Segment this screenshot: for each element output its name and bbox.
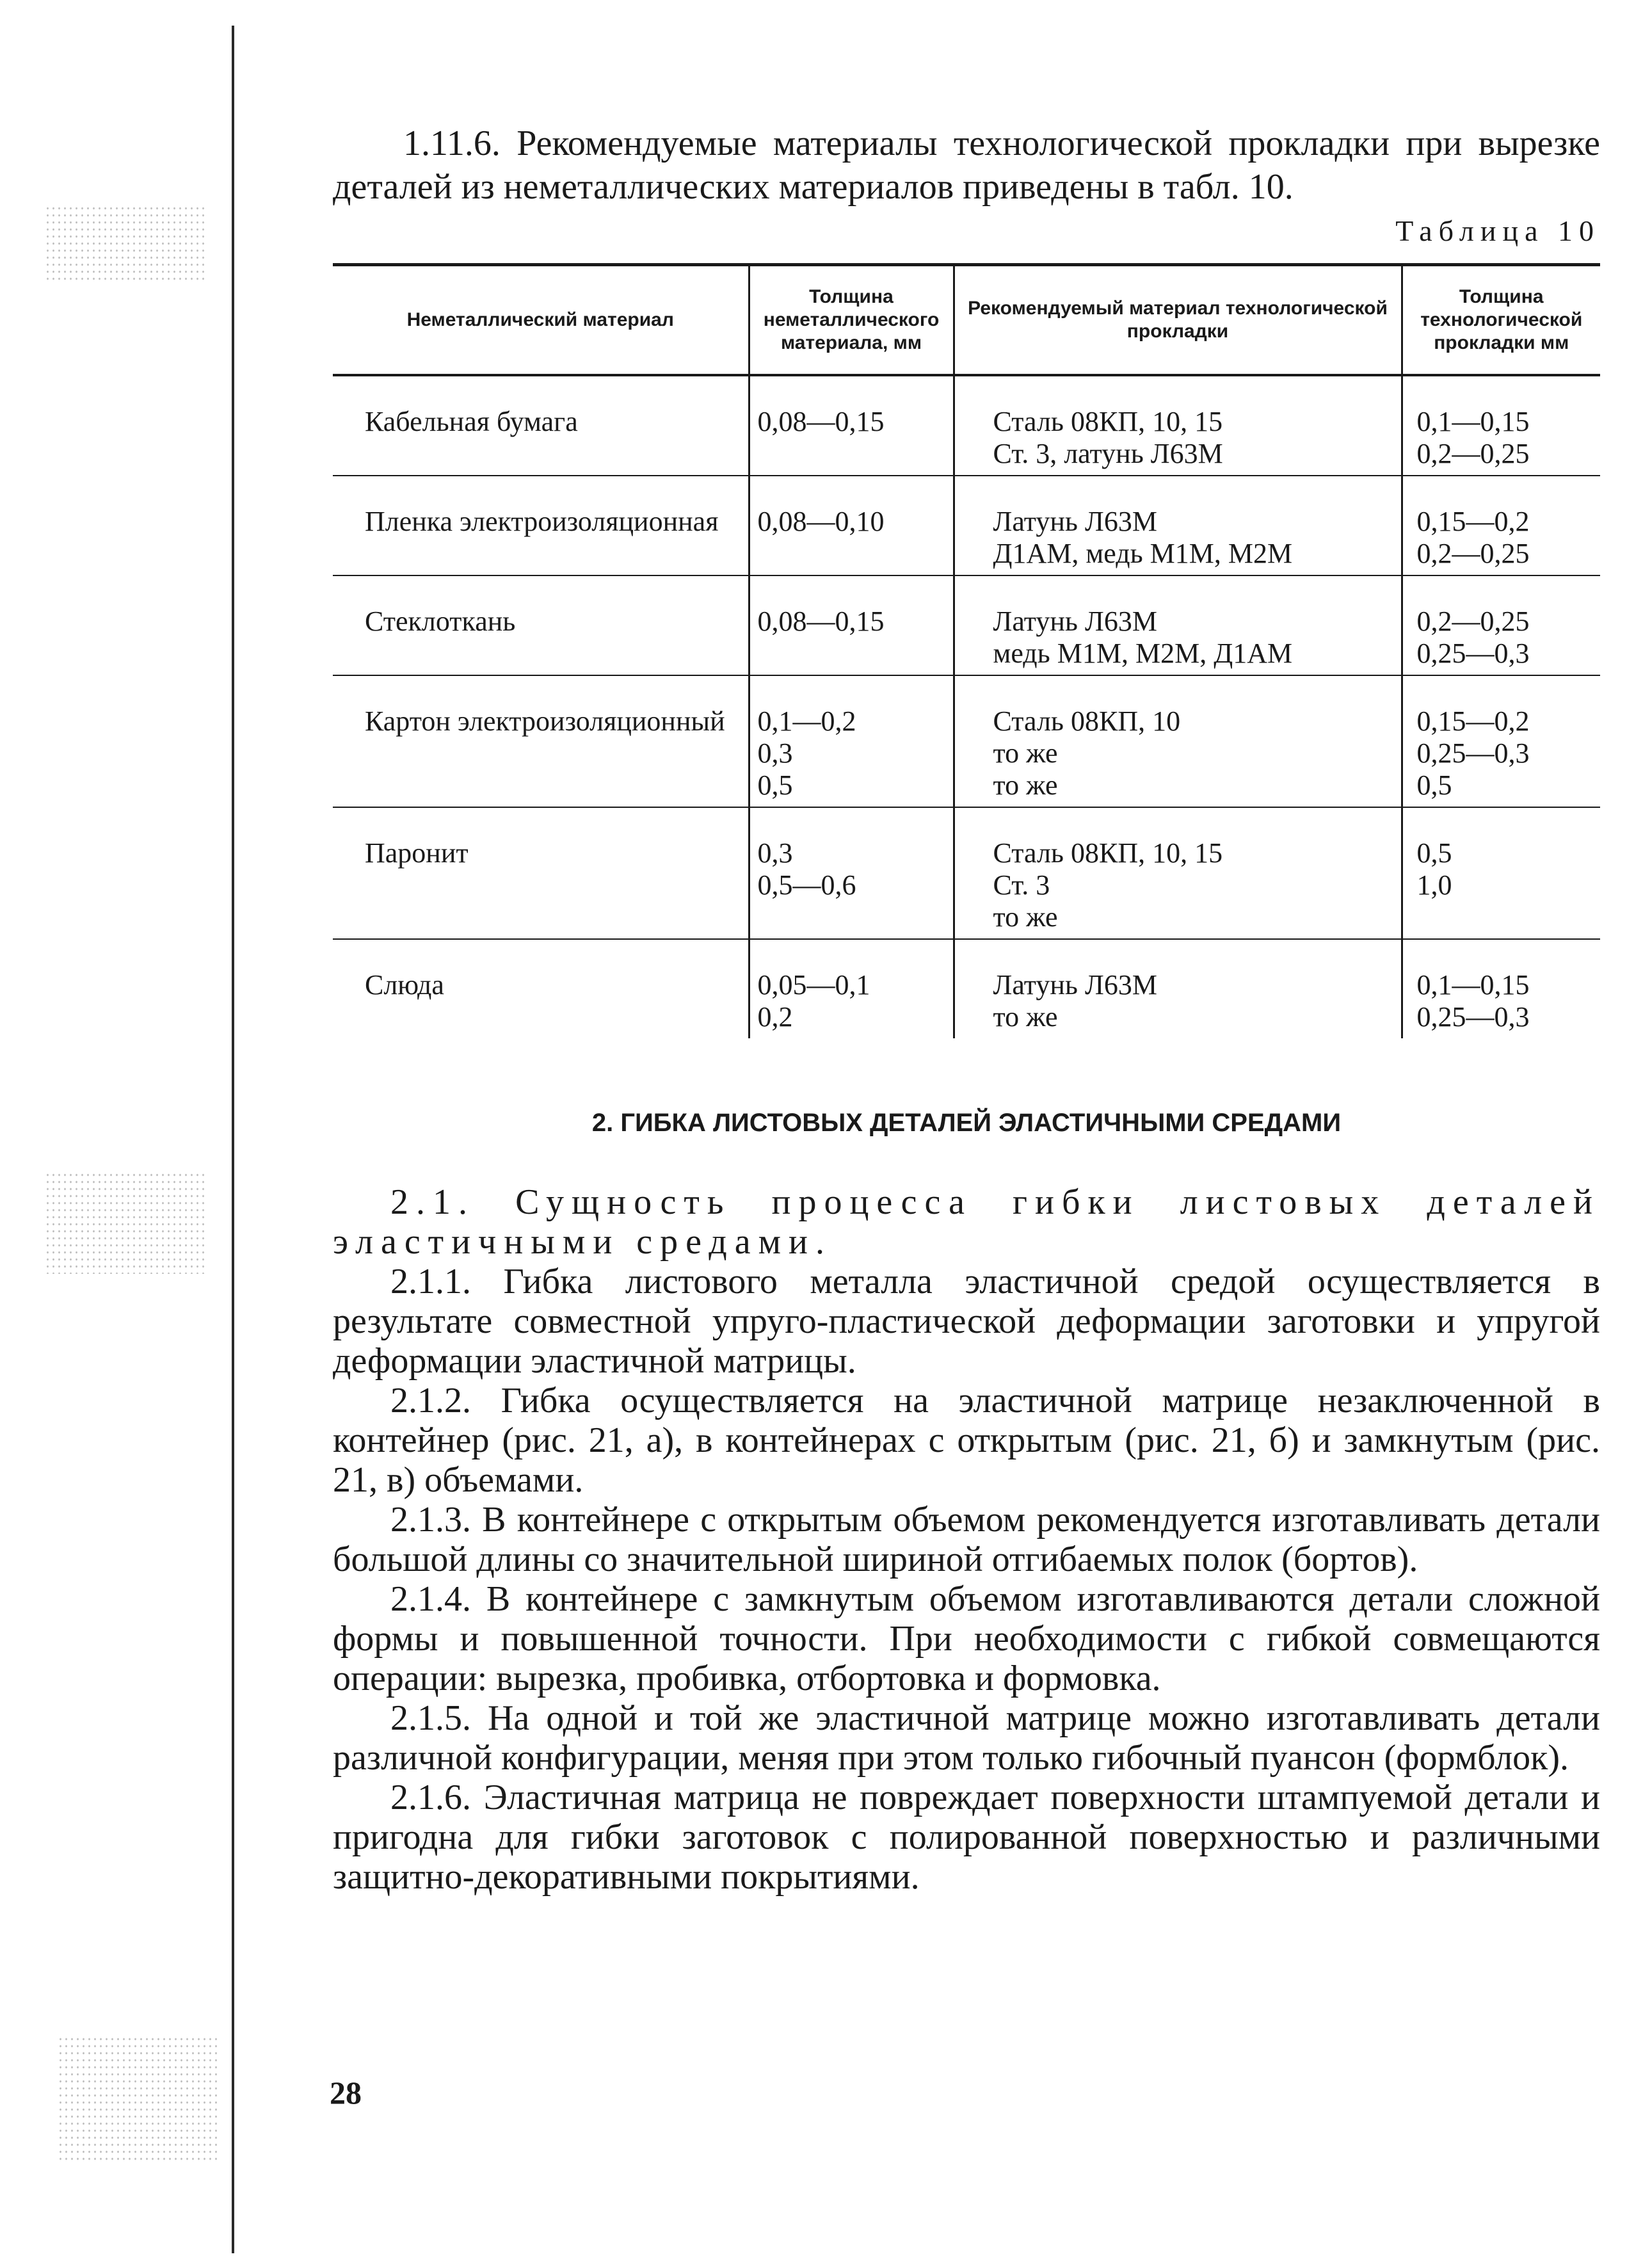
- cell-recommended: Сталь 08КП, 10, 15 Ст. 3 то же: [954, 807, 1402, 939]
- cell-gasket-thickness: 0,2—0,25 0,25—0,3: [1402, 575, 1600, 675]
- table-row: [333, 675, 1600, 807]
- table-row: [333, 939, 1600, 1038]
- table-caption: Таблица 10: [1395, 214, 1600, 247]
- subsection-heading: 2.1. Сущность процесса гибки листовых деталей эластичными средами.: [333, 1182, 1600, 1262]
- cell-gasket-thickness: 0,15—0,2 0,2—0,25: [1402, 476, 1600, 575]
- scan-noise: [45, 205, 205, 282]
- cell-gasket-thickness: 0,1—0,15 0,2—0,25: [1402, 375, 1600, 476]
- document-page: [333, 122, 1600, 1897]
- cell-thickness: 0,3 0,5—0,6: [749, 807, 954, 939]
- cell-recommended: Сталь 08КП, 10 то же то же: [954, 675, 1402, 807]
- header-gasket-thickness: Толщина технологической прокладки мм: [1402, 265, 1600, 376]
- cell-material: Пленка электроизоляционная: [333, 476, 749, 575]
- header-material: Неметаллический материал: [333, 265, 749, 376]
- table-header-row: [333, 265, 1600, 376]
- paragraph: 2.1.2. Гибка осуществляется на эластичной матрице незаключенной в контейнер (рис. 21, а), в контейнерах с открытым (рис. 21, б) и замкнутым (рис. 21, в) объемами.: [333, 1381, 1600, 1500]
- cell-gasket-thickness: 0,5 1,0: [1402, 807, 1600, 939]
- scan-noise: [58, 2036, 218, 2164]
- cell-recommended: Латунь Л63М то же: [954, 939, 1402, 1038]
- cell-thickness: 0,08—0,10: [749, 476, 954, 575]
- binding-edge: [232, 26, 234, 2253]
- paragraph: 2.1.3. В контейнере с открытым объемом рекомендуется изготавливать детали большой длины со значительной шириной отгибаемых полок (бортов).: [333, 1500, 1600, 1579]
- table-row: [333, 807, 1600, 939]
- table-row: [333, 575, 1600, 675]
- table-row: [333, 375, 1600, 476]
- paragraph: 2.1.4. В контейнере с замкнутым объемом изготавливаются детали сложной формы и повышенной точности. При необходимости с гибкой совмещаются операции: вырезка, пробивка, отбортовка и формовка.: [333, 1579, 1600, 1698]
- cell-material: Стеклоткань: [333, 575, 749, 675]
- section-heading: 2. ГИБКА ЛИСТОВЫХ ДЕТАЛЕЙ ЭЛАСТИЧНЫМИ СРЕДАМИ: [591, 1109, 1342, 1137]
- cell-gasket-thickness: 0,1—0,15 0,25—0,3: [1416, 969, 1530, 1033]
- paragraph: 2.1.5. На одной и той же эластичной матрице можно изготавливать детали различной конфигурации, меняя при этом только гибочный пуансон (формблок).: [333, 1698, 1600, 1778]
- cell-thickness: 0,08—0,15: [749, 575, 954, 675]
- table-row: [333, 476, 1600, 575]
- page-number: 28: [330, 2075, 362, 2111]
- paragraph: 2.1.6. Эластичная матрица не повреждает поверхности штампуемой детали и пригодна для гибки заготовок с полированной поверхностью и различными защитно-декоративными покрытиями.: [333, 1778, 1600, 1897]
- header-thickness: Толщина неметаллического материала, мм: [749, 265, 954, 376]
- cell-material: Паронит: [333, 807, 749, 939]
- header-recommended: Рекомендуемый материал технологической прокладки: [954, 265, 1402, 376]
- cell-recommended: Сталь 08КП, 10, 15 Ст. 3, латунь Л63М: [954, 375, 1402, 476]
- cell-material: Кабельная бумага: [333, 375, 749, 476]
- cell-recommended: Латунь Л63М Д1АМ, медь М1М, М2М: [954, 476, 1402, 575]
- cell-thickness: 0,05—0,1 0,2: [749, 939, 954, 1038]
- paragraph: 2.1.1. Гибка листового металла эластичной средой осуществляется в результате совместной упруго-пластической деформации заготовки и упругой деформации эластичной матрицы.: [333, 1262, 1600, 1381]
- scan-noise: [45, 1171, 205, 1274]
- cell-gasket-thickness: 0,15—0,2 0,25—0,3 0,5: [1402, 675, 1600, 807]
- materials-table: [333, 263, 1600, 1038]
- intro-paragraph: 1.11.6. Рекомендуемые материалы технологической прокладки при вырезке деталей из неметаллических материалов приведены в табл. 10.: [333, 124, 1600, 207]
- cell-material: Слюда: [333, 939, 749, 1038]
- cell-thickness: 0,08—0,15: [749, 375, 954, 476]
- cell-recommended: Латунь Л63М медь М1М, М2М, Д1АМ: [954, 575, 1402, 675]
- cell-thickness: 0,1—0,2 0,3 0,5: [749, 675, 954, 807]
- cell-material: Картон электроизоляционный: [333, 675, 749, 807]
